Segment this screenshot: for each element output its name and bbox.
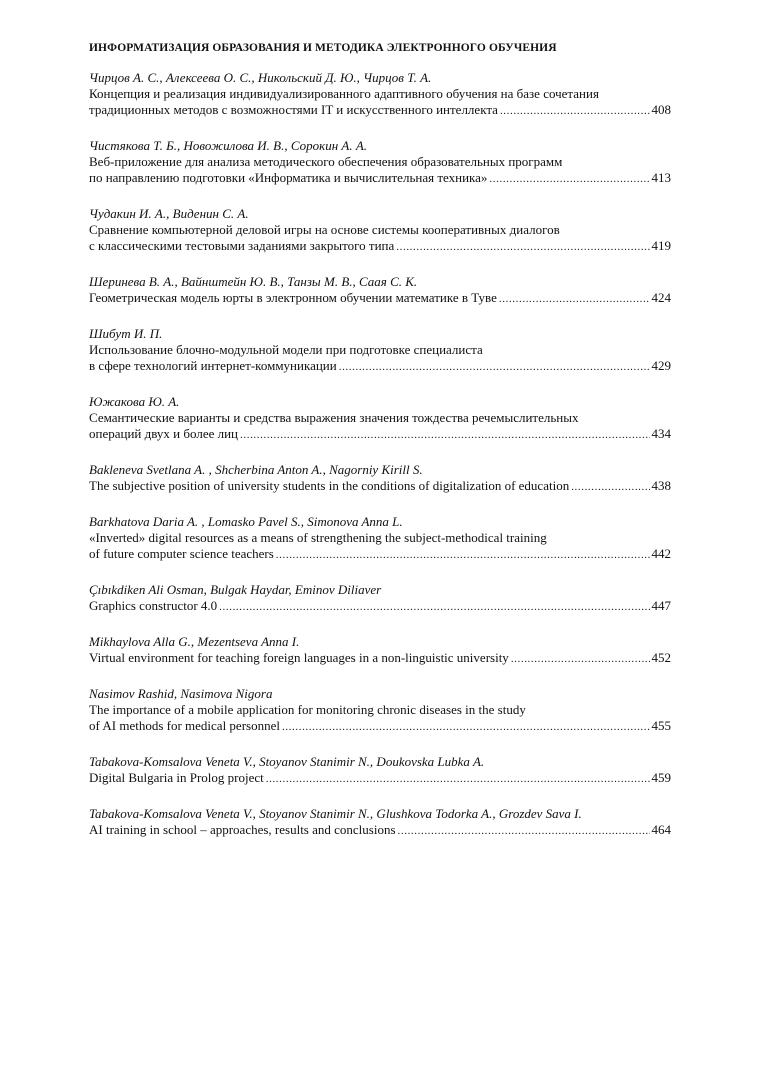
entry-title-text: Digital Bulgaria in Prolog project: [89, 770, 264, 785]
entry-authors: Tabakova-Komsalova Veneta V., Stoyanov Stanimir N., Doukovska Lubka A.: [89, 754, 485, 769]
toc-entry: [89, 686, 671, 735]
entry-authors: Чудакин И. А., Виденин С. А.: [89, 206, 249, 221]
entry-title-last-line: [89, 650, 671, 667]
entry-title-last-line: [89, 822, 671, 839]
entry-title-line: Сравнение компьютерной деловой игры на основе системы кооперативных диалогов: [89, 222, 560, 237]
toc-entry: [89, 754, 671, 787]
dot-leader: [282, 719, 650, 735]
entry-title-text: AI training in school – approaches, results and conclusions: [89, 822, 396, 837]
dot-leader: [240, 427, 649, 443]
section-title: ИНФОРМАТИЗАЦИЯ ОБРАЗОВАНИЯ И МЕТОДИКА ЭЛЕКТРОННОГО ОБУЧЕНИЯ: [89, 42, 557, 54]
entry-title-last-line: [89, 170, 671, 187]
toc-entry: [89, 582, 671, 615]
entry-title-text: операций двух и более лиц: [89, 426, 239, 441]
entry-authors: Чистякова Т. Б., Новожилова И. В., Сорокин А. А.: [89, 138, 368, 153]
entry-page-number: 447: [651, 598, 671, 613]
dot-leader: [276, 547, 650, 563]
entry-page-number: 459: [651, 770, 671, 785]
entry-page-number: 438: [651, 478, 671, 493]
entry-title-line: Веб-приложение для анализа методического обеспечения образовательных программ: [89, 154, 563, 169]
entry-authors: Шеринева В. А., Вайнштейн Ю. В., Танзы М. В., Саая С. К.: [89, 274, 418, 289]
entry-title-line: The importance of a mobile application for monitoring chronic diseases in the study: [89, 702, 526, 717]
entry-title-line: Использование блочно-модульной модели при подготовке специалиста: [89, 342, 483, 357]
entry-title-last-line: [89, 598, 671, 615]
entry-title-text: Virtual environment for teaching foreign languages in a non-linguistic university: [89, 650, 509, 665]
dot-leader: [219, 599, 649, 615]
entry-title-text: Геометрическая модель юрты в электронном обучении математике в Туве: [89, 290, 497, 305]
entry-title-text: The subjective position of university students in the conditions of digitalization of education: [89, 478, 570, 493]
entry-title-text: Graphics constructor 4.0: [89, 598, 218, 613]
entry-title-last-line: [89, 770, 671, 787]
entry-title-last-line: [89, 358, 671, 375]
entry-authors: Tabakova-Komsalova Veneta V., Stoyanov Stanimir N., Glushkova Todorka A., Grozdev Sava I.: [89, 806, 582, 821]
entry-title-last-line: [89, 290, 671, 307]
entry-title-last-line: [89, 102, 671, 119]
dot-leader: [396, 239, 649, 255]
dot-leader: [499, 291, 650, 307]
entry-title-line: Семантические варианты и средства выражения значения тождества речемыслительных: [89, 410, 579, 425]
dot-leader: [266, 771, 650, 787]
dot-leader: [339, 359, 650, 375]
entry-page-number: 429: [651, 358, 671, 373]
entry-authors: Mikhaylova Alla G., Mezentseva Anna I.: [89, 634, 300, 649]
entry-page-number: 434: [651, 426, 671, 441]
entry-authors: Шибут И. П.: [89, 326, 163, 341]
toc-entry: [89, 326, 671, 375]
entry-title-last-line: [89, 426, 671, 443]
entry-title-text: в сфере технологий интернет-коммуникации: [89, 358, 337, 373]
entry-title-text: традиционных методов с возможностями IT и искусственного интеллекта: [89, 102, 498, 117]
entry-authors: Barkhatova Daria A. , Lomasko Pavel S., Simonova Anna L.: [89, 514, 403, 529]
entry-page-number: 455: [651, 718, 671, 733]
toc-entry: [89, 634, 671, 667]
entry-title-text: с классическими тестовыми заданиями закрытого типа: [89, 238, 395, 253]
entry-title-text: of future computer science teachers: [89, 546, 274, 561]
entry-title-line: Концепция и реализация индивидуализированного адаптивного обучения на базе сочетания: [89, 86, 599, 101]
toc-entries: [89, 70, 671, 858]
entry-page-number: 408: [651, 102, 671, 117]
entry-page-number: 452: [651, 650, 671, 665]
entry-title-last-line: [89, 718, 671, 735]
toc-entry: [89, 462, 671, 495]
entry-title-line: «Inverted» digital resources as a means of strengthening the subject-methodical training: [89, 530, 547, 545]
dot-leader: [511, 651, 650, 667]
entry-page-number: 442: [651, 546, 671, 561]
toc-entry: [89, 514, 671, 563]
toc-entry: [89, 394, 671, 443]
entry-authors: Южакова Ю. А.: [89, 394, 180, 409]
entry-title-last-line: [89, 238, 671, 255]
toc-entry: [89, 806, 671, 839]
toc-entry: [89, 274, 671, 307]
entry-title-last-line: [89, 546, 671, 563]
entry-page-number: 413: [651, 170, 671, 185]
dot-leader: [489, 171, 649, 187]
entry-page-number: 464: [651, 822, 671, 837]
dot-leader: [500, 103, 650, 119]
toc-entry: [89, 206, 671, 255]
entry-title-last-line: [89, 478, 671, 495]
dot-leader: [398, 823, 650, 839]
entry-authors: Çıbıkdiken Ali Osman, Bulgak Haydar, Eminov Diliaver: [89, 582, 382, 597]
entry-authors: Чирцов А. С., Алексеева О. С., Никольский Д. Ю., Чирцов Т. А.: [89, 70, 432, 85]
entry-title-text: по направлению подготовки «Информатика и вычислительная техника»: [89, 170, 488, 185]
dot-leader: [571, 479, 649, 495]
entry-authors: Nasimov Rashid, Nasimova Nigora: [89, 686, 273, 701]
toc-entry: [89, 70, 671, 119]
entry-page-number: 419: [651, 238, 671, 253]
entry-title-text: of AI methods for medical personnel: [89, 718, 280, 733]
entry-page-number: 424: [651, 290, 671, 305]
entry-authors: Bakleneva Svetlana A. , Shcherbina Anton A., Nagorniy Kirill S.: [89, 462, 423, 477]
toc-entry: [89, 138, 671, 187]
